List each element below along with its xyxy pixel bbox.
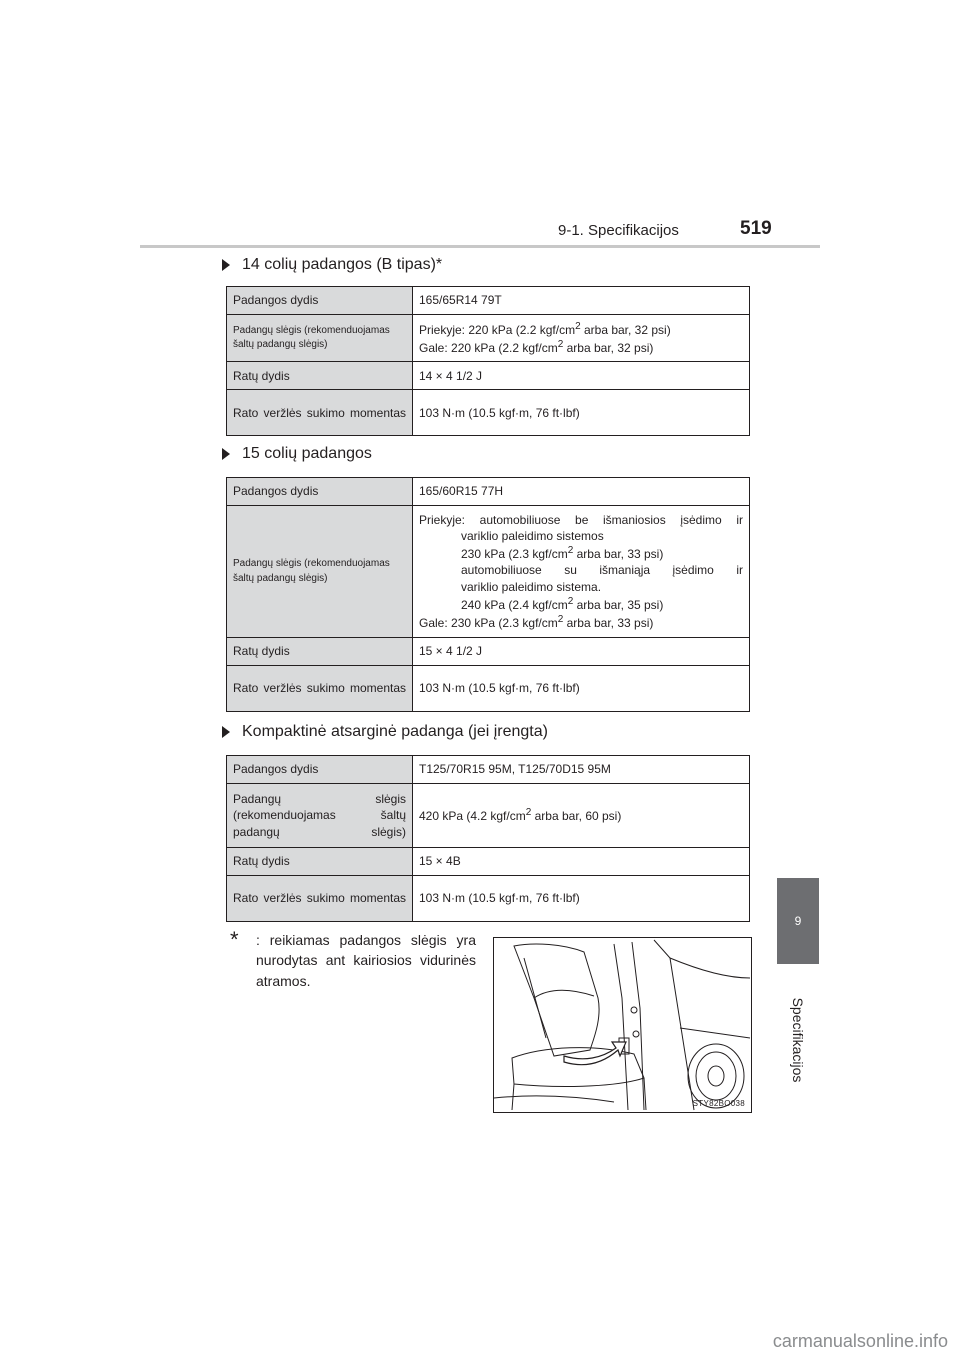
chapter-number: 9 bbox=[794, 914, 802, 928]
row-label: Padangų slėgis (rekomenduojamas šaltų padangų slėgis) bbox=[227, 784, 413, 848]
row-label: Ratų dydis bbox=[227, 848, 413, 876]
table-row bbox=[227, 287, 750, 315]
row-value: 165/60R15 77H bbox=[413, 478, 750, 506]
door-pillar-illustration bbox=[493, 937, 752, 1113]
header-divider bbox=[140, 245, 820, 248]
spec-table-14-inch bbox=[226, 286, 750, 436]
row-value: 103 N·m (10.5 kgf·m, 76 ft·lbf) bbox=[413, 390, 750, 436]
row-value: 103 N·m (10.5 kgf·m, 76 ft·lbf) bbox=[413, 876, 750, 922]
row-label: Rato veržlės sukimo momentas bbox=[227, 876, 413, 922]
row-label: Padangos dydis bbox=[227, 756, 413, 784]
spec-table-15-inch bbox=[226, 477, 750, 712]
row-label: Rato veržlės sukimo momentas bbox=[227, 666, 413, 712]
figure-code: STY82BO038 bbox=[692, 1099, 745, 1108]
value-line: variklio paleidimo sistema. bbox=[461, 579, 602, 594]
row-value: 14 × 4 1/2 J bbox=[413, 362, 750, 390]
triangle-bullet-icon bbox=[222, 448, 230, 460]
row-value: 103 N·m (10.5 kgf·m, 76 ft·lbf) bbox=[413, 666, 750, 712]
table-row bbox=[227, 666, 750, 712]
row-value bbox=[413, 315, 750, 362]
triangle-bullet-icon bbox=[222, 726, 230, 738]
value-line: automobiliuose su išmaniąja įsėdimo ir bbox=[461, 563, 743, 578]
section-heading-14-inch bbox=[222, 256, 442, 274]
row-label: Ratų dydis bbox=[227, 638, 413, 666]
section-title: 9-1. Specifikacijos bbox=[558, 222, 679, 239]
table-row bbox=[227, 478, 750, 506]
chapter-tab[interactable] bbox=[777, 878, 819, 964]
footnote-text: : reikiamas padangos slėgis yra nurodytas ant kairiosios vidurinės atramos. bbox=[256, 932, 476, 989]
row-value: 15 × 4B bbox=[413, 848, 750, 876]
table-row bbox=[227, 848, 750, 876]
value-line: variklio paleidimo sistemos bbox=[461, 529, 604, 544]
section-heading-text: 14 colių padangos (B tipas)* bbox=[242, 256, 443, 273]
section-heading-text: 15 colių padangos bbox=[242, 445, 372, 462]
table-row bbox=[227, 784, 750, 848]
row-label: Padangų slėgis (rekomenduojamas šaltų padangų slėgis) bbox=[227, 506, 413, 638]
value-line: Gale: 220 kPa (2.2 kgf/$cm^2$ arba bar, 32 psi) bbox=[419, 339, 654, 356]
table-row bbox=[227, 876, 750, 922]
table-row bbox=[227, 756, 750, 784]
spec-table-spare bbox=[226, 755, 750, 922]
row-value: 165/65R14 79T bbox=[413, 287, 750, 315]
value-line: Priekyje: 220 kPa (2.2 kgf/$cm^2$ arba bar, 32 psi) bbox=[419, 321, 671, 337]
value-line: 230 kPa (2.3 kgf/$cm^2$ arba bar, 33 psi) bbox=[461, 545, 664, 562]
table-row bbox=[227, 315, 750, 362]
row-value: 420 kPa (4.2 kgf/$cm^2$ arba bar, 60 psi) bbox=[413, 784, 750, 848]
watermark: carmanualsonline.info bbox=[772, 1331, 948, 1351]
footnote bbox=[230, 927, 476, 991]
row-label: Padangų slėgis (rekomenduojamas šaltų padangų slėgis) bbox=[227, 315, 413, 362]
footnote-marker: * bbox=[230, 927, 239, 952]
row-value: T125/70R15 95M, T125/70D15 95M bbox=[413, 756, 750, 784]
value-line: 240 kPa (2.4 kgf/$cm^2$ arba bar, 35 psi) bbox=[461, 595, 664, 612]
value-line: Priekyje: automobiliuose be išmaniosios įsėdimo ir bbox=[419, 512, 743, 527]
row-value bbox=[413, 506, 750, 638]
chapter-label: Specifikacijos bbox=[790, 997, 806, 1083]
page-number: 519 bbox=[740, 218, 772, 239]
car-interior-drawing bbox=[494, 938, 751, 1112]
triangle-bullet-icon bbox=[222, 259, 230, 271]
section-heading-text: Kompaktinė atsarginė padanga (jei įrengta) bbox=[242, 723, 548, 740]
row-label: Padangos dydis bbox=[227, 287, 413, 315]
row-label: Padangos dydis bbox=[227, 478, 413, 506]
section-heading-15-inch bbox=[222, 445, 372, 463]
row-label: Ratų dydis bbox=[227, 362, 413, 390]
section-heading-spare bbox=[222, 723, 548, 741]
table-row bbox=[227, 638, 750, 666]
value-line: Gale: 230 kPa (2.3 kgf/$cm^2$ arba bar, 33 psi) bbox=[419, 613, 654, 630]
table-row bbox=[227, 390, 750, 436]
table-row bbox=[227, 362, 750, 390]
row-label: Rato veržlės sukimo momentas bbox=[227, 390, 413, 436]
table-row bbox=[227, 506, 750, 638]
row-value: 15 × 4 1/2 J bbox=[413, 638, 750, 666]
